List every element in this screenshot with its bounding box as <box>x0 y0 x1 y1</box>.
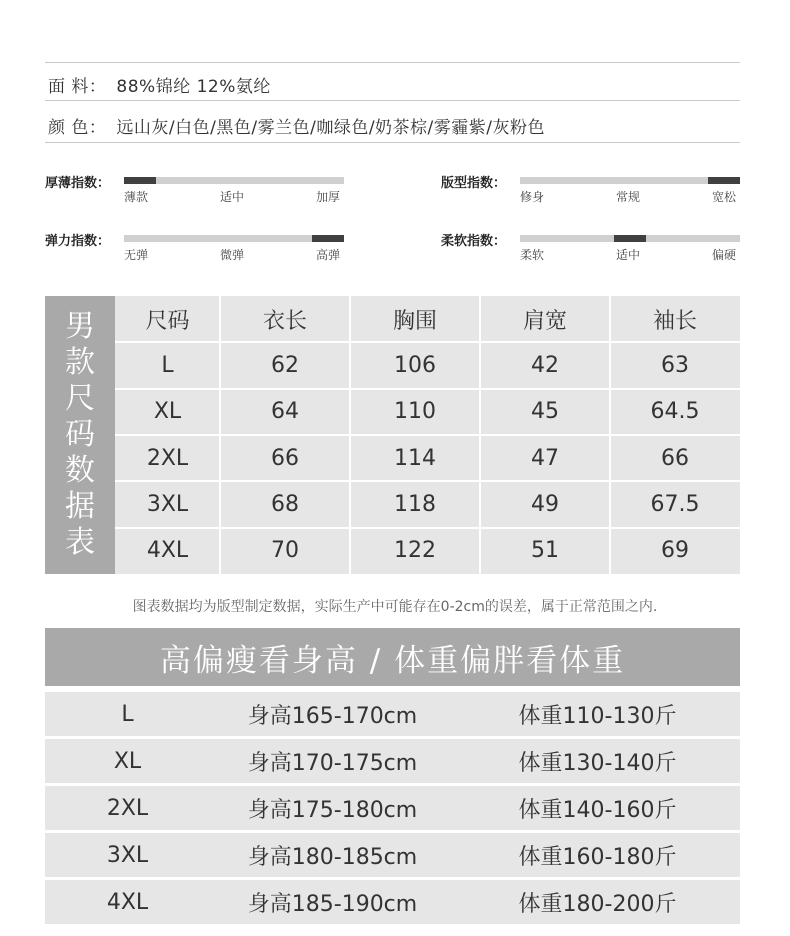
disclaimer-note: 图表数据均为版型制定数据，实际生产中可能存在0-2cm的误差，属于正常范围之内. <box>132 599 658 615</box>
size-table-cell: 66 <box>661 445 689 471</box>
size-table-cell: 67.5 <box>650 491 700 517</box>
recommend-cell: 3XL <box>106 842 149 868</box>
divider-mid <box>45 100 740 101</box>
size-table-side-label <box>45 296 115 574</box>
index-marker <box>124 177 156 184</box>
material-row <box>48 72 271 97</box>
size-table-cell: 51 <box>531 538 559 564</box>
recommend-cell: 体重110-130斤 <box>518 703 677 729</box>
size-table-cell: 45 <box>531 399 559 425</box>
size-table-cell: XL <box>153 399 182 425</box>
index-tick: 高弹 <box>316 248 341 262</box>
divider-bottom <box>45 142 740 143</box>
recommend-cell: XL <box>113 748 142 774</box>
size-table-header-cell: 袖长 <box>652 308 697 334</box>
recommend-row <box>45 786 740 830</box>
index-bar <box>520 177 740 184</box>
size-table-cell: 3XL <box>146 491 189 517</box>
size-table-cell: 114 <box>394 445 436 471</box>
size-table-cell: 4XL <box>146 538 189 564</box>
size-table <box>45 296 740 574</box>
size-table-row-divider <box>115 480 740 482</box>
size-table-cell: 62 <box>271 352 299 378</box>
recommend-cell: L <box>121 701 134 727</box>
index-tick: 适中 <box>220 190 245 204</box>
size-table-cell: 106 <box>394 352 436 378</box>
index-name: 厚薄指数： <box>45 176 111 191</box>
index-marker <box>614 235 646 242</box>
size-table-row-divider <box>115 434 740 436</box>
material-value: 88%锦纶 12%氨纶 <box>116 77 271 97</box>
index-tick: 宽松 <box>712 190 737 204</box>
colors-row <box>48 113 545 138</box>
recommend-cell: 体重130-140斤 <box>518 750 677 776</box>
size-table-header-cell: 衣长 <box>262 308 307 334</box>
index-name: 版型指数： <box>441 176 507 191</box>
index-bar <box>124 235 344 242</box>
size-table-title: 男款尺码数据表 <box>65 309 95 560</box>
size-table-cell: 64.5 <box>650 399 700 425</box>
index-marker <box>708 177 740 184</box>
size-table-cell: 42 <box>531 352 559 378</box>
index-thickness <box>45 172 345 212</box>
size-table-cell: 66 <box>271 445 299 471</box>
recommend-row <box>45 833 740 877</box>
size-table-cell: 110 <box>394 399 436 425</box>
recommend-cell: 身高175-180cm <box>247 797 418 823</box>
size-table-row-divider <box>115 388 740 390</box>
size-table-header-cell: 胸围 <box>392 308 437 334</box>
recommend-row <box>45 880 740 924</box>
index-tick: 薄款 <box>124 190 149 204</box>
index-tick: 常规 <box>616 190 641 204</box>
recommend-cell: 2XL <box>106 795 149 821</box>
size-table-header-cell: 尺码 <box>145 308 190 334</box>
recommend-cell: 身高180-185cm <box>247 844 418 870</box>
recommend-cell: 体重180-200斤 <box>518 891 677 917</box>
recommend-cell: 身高185-190cm <box>247 891 418 917</box>
recommend-header: 高偏瘦看身高 / 体重偏胖看体重 <box>45 628 740 686</box>
size-table-cell: L <box>161 352 174 378</box>
colors-label: 颜 色： <box>48 118 107 138</box>
recommend-row <box>45 739 740 783</box>
size-table-cell: 69 <box>661 538 689 564</box>
index-tick: 微弹 <box>220 248 245 262</box>
size-table-cell: 63 <box>661 352 689 378</box>
size-table-row-divider <box>115 341 740 343</box>
index-elasticity <box>45 230 345 270</box>
size-table-cell: 2XL <box>146 445 189 471</box>
index-bar <box>124 177 344 184</box>
index-tick: 无弹 <box>124 248 149 262</box>
size-table-cell: 122 <box>394 538 436 564</box>
index-bar <box>520 235 740 242</box>
material-label: 面 料： <box>48 77 107 97</box>
size-table-row-divider <box>115 527 740 529</box>
divider-top <box>45 62 740 63</box>
index-fit <box>441 172 741 212</box>
size-table-cell: 68 <box>271 491 299 517</box>
size-table-header-cell: 肩宽 <box>522 308 567 334</box>
recommend-cell: 身高165-170cm <box>247 703 418 729</box>
index-marker <box>312 235 344 242</box>
index-tick: 修身 <box>520 190 545 204</box>
index-tick: 柔软 <box>520 248 545 262</box>
index-tick: 加厚 <box>316 190 341 204</box>
size-table-grid <box>115 296 740 574</box>
index-softness <box>441 230 741 270</box>
index-name: 柔软指数： <box>441 234 507 249</box>
size-table-cell: 64 <box>271 399 299 425</box>
recommend-cell: 4XL <box>106 889 149 915</box>
recommend-cell: 身高170-175cm <box>247 750 418 776</box>
size-table-cell: 49 <box>531 491 559 517</box>
recommend-cell: 体重140-160斤 <box>518 797 677 823</box>
recommend-row <box>45 692 740 736</box>
size-table-cell: 70 <box>271 538 299 564</box>
index-tick: 偏硬 <box>712 248 737 262</box>
size-table-cell: 47 <box>531 445 559 471</box>
index-name: 弹力指数： <box>45 234 111 249</box>
index-tick: 适中 <box>616 248 641 262</box>
size-table-cell: 118 <box>394 491 436 517</box>
recommend-cell: 体重160-180斤 <box>518 844 677 870</box>
colors-value: 远山灰/白色/黑色/雾兰色/咖绿色/奶茶棕/雾霾紫/灰粉色 <box>116 118 545 138</box>
